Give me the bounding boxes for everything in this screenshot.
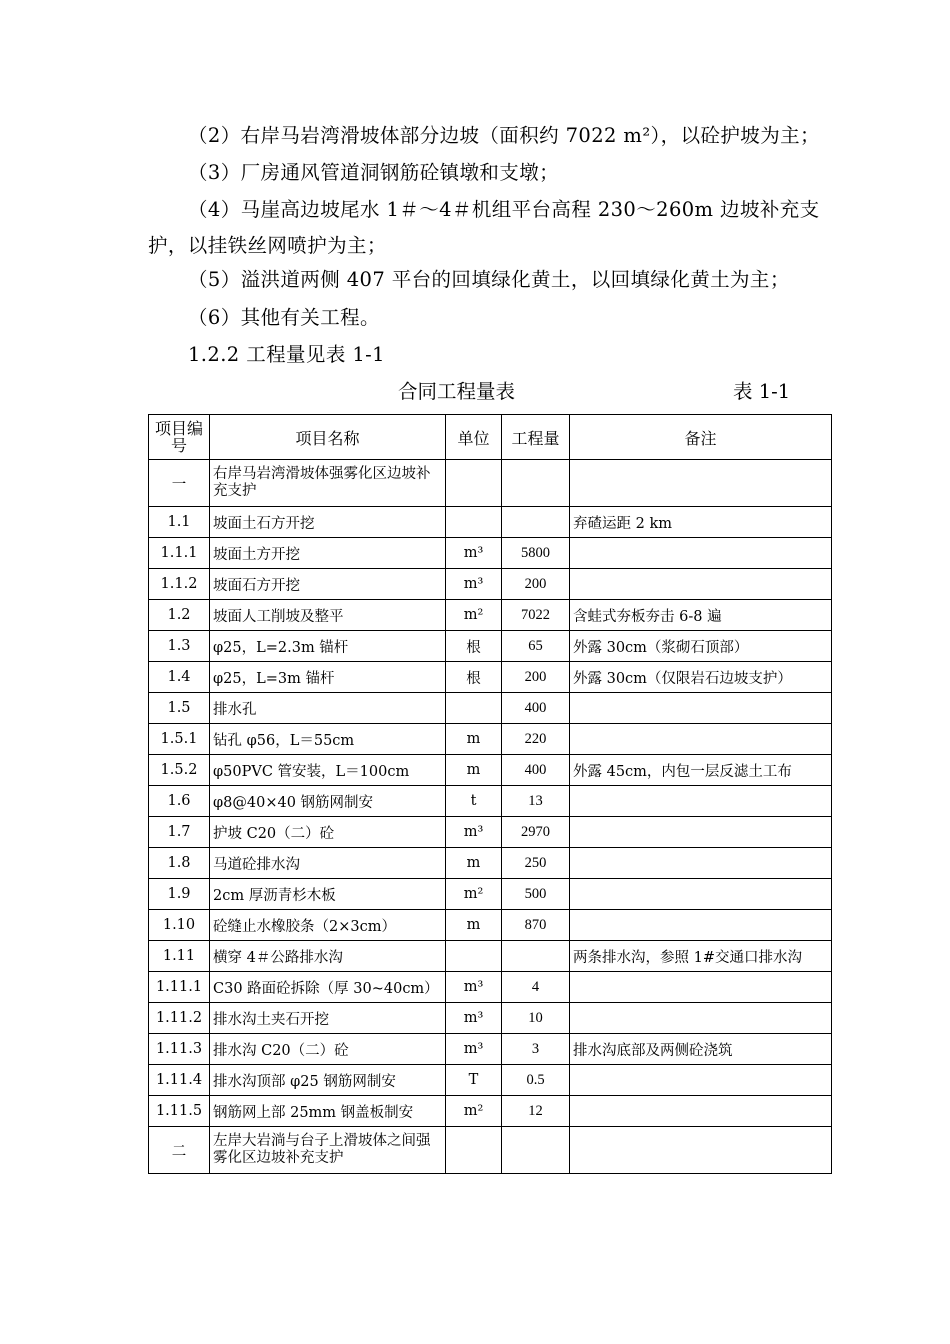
item-remarks [570,569,832,600]
item-quantity: 5800 [502,538,570,569]
table-number: 表 1-1 [733,380,791,403]
item-remarks [570,538,832,569]
paragraph-item-3: （3）厂房通风管道洞钢筋砼镇墩和支墩； [188,161,560,184]
item-unit: m [446,755,502,786]
item-quantity: 65 [502,631,570,662]
item-quantity [502,507,570,538]
item-number: 1.11.5 [149,1096,210,1127]
item-remarks [570,817,832,848]
item-quantity: 3 [502,1034,570,1065]
item-name: C30 路面砼拆除（厚 30~40cm） [210,972,446,1003]
item-unit [446,507,502,538]
item-name: 钻孔 φ56，L＝55cm [210,724,446,755]
item-remarks [570,693,832,724]
item-unit: m² [446,1096,502,1127]
item-unit [446,941,502,972]
item-unit: m³ [446,1003,502,1034]
item-remarks [570,848,832,879]
item-remarks [570,1003,832,1034]
item-unit [446,1127,502,1174]
item-unit [446,460,502,507]
item-number: 1.9 [149,879,210,910]
table-row [149,507,832,538]
paragraph-item-5: （5）溢洪道两侧 407 平台的回填绿化黄土，以回填绿化黄土为主； [188,268,790,291]
item-name: φ8@40×40 钢筋网制安 [210,786,446,817]
item-remarks [570,1127,832,1174]
item-name: 排水沟顶部 φ25 钢筋网制安 [210,1065,446,1096]
table-row [149,1034,832,1065]
item-name: 坡面石方开挖 [210,569,446,600]
table-row [149,569,832,600]
item-number: 1.11.1 [149,972,210,1003]
header-quantity: 工程量 [502,415,570,460]
item-quantity [502,1127,570,1174]
item-number: 1.7 [149,817,210,848]
item-quantity: 0.5 [502,1065,570,1096]
paragraph-item-4: （4）马崖高边坡尾水 1＃～4＃机组平台高程 230～260m 边坡补充支护，以挂铁丝网喷护为主； [148,198,820,257]
item-quantity [502,460,570,507]
item-remarks [570,1065,832,1096]
item-number: 1.11.2 [149,1003,210,1034]
item-unit: m³ [446,569,502,600]
item-unit: m³ [446,817,502,848]
paragraph-item-6: （6）其他有关工程。 [188,306,380,329]
item-unit: m² [446,600,502,631]
item-quantity: 500 [502,879,570,910]
table-row [149,693,832,724]
item-quantity: 200 [502,662,570,693]
item-unit: m [446,910,502,941]
table-row [149,538,832,569]
table-row [149,460,832,507]
item-name: 左岸大岩淌与台子上滑坡体之间强雾化区边坡补充支护 [210,1127,446,1174]
table-row [149,879,832,910]
item-name: 坡面土石方开挖 [210,507,446,538]
item-name: 排水沟土夹石开挖 [210,1003,446,1034]
item-quantity: 10 [502,1003,570,1034]
table-row [149,1096,832,1127]
item-unit: m [446,724,502,755]
item-remarks [570,786,832,817]
item-number: 二 [149,1127,210,1174]
item-unit: m³ [446,972,502,1003]
table-row [149,631,832,662]
quantity-table [148,414,832,1174]
table-row [149,848,832,879]
item-number: 1.5 [149,693,210,724]
item-remarks [570,1096,832,1127]
table-row [149,786,832,817]
item-unit: 根 [446,662,502,693]
item-quantity: 400 [502,693,570,724]
item-quantity: 7022 [502,600,570,631]
item-remarks [570,724,832,755]
item-number: 1.6 [149,786,210,817]
item-remarks [570,972,832,1003]
table-row [149,1003,832,1034]
item-unit: m [446,848,502,879]
item-remarks: 外露 30cm（仅限岩石边坡支护） [570,662,832,693]
table-header-row [149,415,832,460]
item-number: 1.5.1 [149,724,210,755]
item-quantity: 2970 [502,817,570,848]
item-quantity: 200 [502,569,570,600]
item-number: 1.1.2 [149,569,210,600]
item-number: 1.11.3 [149,1034,210,1065]
header-unit: 单位 [446,415,502,460]
item-name: 2cm 厚沥青杉木板 [210,879,446,910]
item-unit: m³ [446,538,502,569]
item-remarks [570,879,832,910]
item-unit: m² [446,879,502,910]
item-number: 1.11 [149,941,210,972]
item-unit: m³ [446,1034,502,1065]
table-row [149,724,832,755]
item-quantity: 250 [502,848,570,879]
item-name: 护坡 C20（二）砼 [210,817,446,848]
item-name: 坡面人工削坡及整平 [210,600,446,631]
item-remarks: 两条排水沟，参照 1#交通口排水沟 [570,941,832,972]
item-unit: 根 [446,631,502,662]
table-row [149,941,832,972]
item-unit: t [446,786,502,817]
table-row [149,910,832,941]
item-unit [446,693,502,724]
item-number: 1.1.1 [149,538,210,569]
item-name: φ50PVC 管安装，L＝100cm [210,755,446,786]
header-item-no: 项目编号 [149,415,210,460]
item-name: 马道砼排水沟 [210,848,446,879]
table-caption [148,376,830,406]
item-name: φ25，L=2.3m 锚杆 [210,631,446,662]
item-name: 排水孔 [210,693,446,724]
item-name: 排水沟 C20（二）砼 [210,1034,446,1065]
header-item-name: 项目名称 [210,415,446,460]
paragraph-item-2: （2）右岸马岩湾滑坡体部分边坡（面积约 7022 m²），以砼护坡为主； [188,124,820,147]
header-remarks: 备注 [570,415,832,460]
table-title: 合同工程量表 [398,380,516,403]
table-row [149,662,832,693]
table-row [149,817,832,848]
item-remarks: 外露 30cm（浆砌石顶部） [570,631,832,662]
item-number: 一 [149,460,210,507]
item-name: φ25，L=3m 锚杆 [210,662,446,693]
table-row [149,755,832,786]
item-remarks: 弃碴运距 2 km [570,507,832,538]
item-number: 1.2 [149,600,210,631]
item-remarks: 排水沟底部及两侧砼浇筑 [570,1034,832,1065]
table-row [149,1065,832,1096]
section-heading: 1.2.2 工程量见表 1-1 [188,343,385,366]
item-quantity: 870 [502,910,570,941]
item-quantity: 220 [502,724,570,755]
item-quantity: 4 [502,972,570,1003]
item-name: 钢筋网上部 25mm 钢盖板制安 [210,1096,446,1127]
item-number: 1.1 [149,507,210,538]
item-quantity: 12 [502,1096,570,1127]
table-row [149,972,832,1003]
table-row [149,1127,832,1174]
item-number: 1.3 [149,631,210,662]
item-quantity [502,941,570,972]
item-name: 坡面土方开挖 [210,538,446,569]
item-remarks [570,910,832,941]
item-number: 1.5.2 [149,755,210,786]
item-remarks: 外露 45cm，内包一层反滤土工布 [570,755,832,786]
table-row [149,600,832,631]
item-number: 1.4 [149,662,210,693]
item-name: 横穿 4＃公路排水沟 [210,941,446,972]
item-number: 1.10 [149,910,210,941]
item-remarks [570,460,832,507]
item-quantity: 13 [502,786,570,817]
item-name: 砼缝止水橡胶条（2×3cm） [210,910,446,941]
item-name: 右岸马岩湾滑坡体强雾化区边坡补充支护 [210,460,446,507]
item-remarks: 含蛙式夯板夯击 6-8 遍 [570,600,832,631]
item-quantity: 400 [502,755,570,786]
item-number: 1.11.4 [149,1065,210,1096]
item-unit: T [446,1065,502,1096]
item-number: 1.8 [149,848,210,879]
